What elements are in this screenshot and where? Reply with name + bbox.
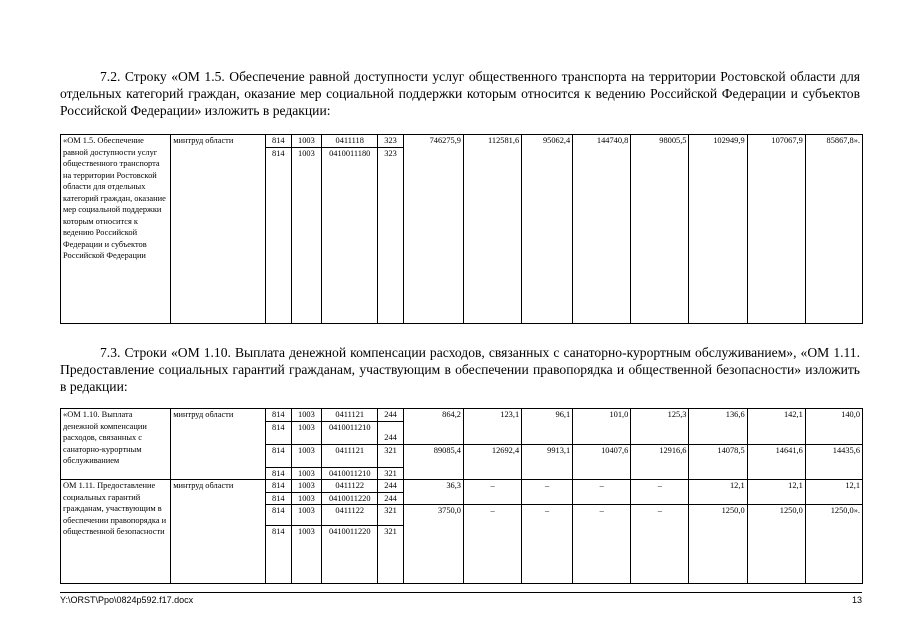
rzpr-cell: 1003	[291, 135, 322, 148]
grbs-cell: 814	[266, 444, 292, 467]
value-cell: –	[631, 505, 689, 584]
value-cell: 140,0	[805, 409, 862, 445]
value-cell: 746275,9	[403, 135, 463, 324]
value-cell: 1250,0	[689, 505, 747, 584]
rzpr-cell: 1003	[291, 467, 322, 480]
value-cell: 12,1	[689, 480, 747, 505]
executor-cell: минтруд области	[171, 409, 266, 480]
vr-cell: 244	[378, 421, 404, 444]
vr-cell: 323	[378, 135, 404, 148]
table-om-1-5	[60, 134, 863, 324]
grbs-cell: 814	[266, 505, 292, 526]
value-cell: 12,1	[805, 480, 862, 505]
rzpr-cell: 1003	[291, 480, 322, 493]
value-cell: 14641,6	[747, 444, 805, 480]
vr-cell: 321	[378, 505, 404, 526]
vr-cell: 321	[378, 467, 404, 480]
value-cell: 14078,5	[689, 444, 747, 480]
value-cell: 125,3	[631, 409, 689, 445]
value-cell: –	[631, 480, 689, 505]
table-row	[61, 480, 863, 493]
csr-cell: 0411122	[322, 505, 378, 526]
value-cell: –	[463, 480, 521, 505]
value-cell: 12692,4	[463, 444, 521, 480]
paragraph-7-2-text: 7.2. Строку «ОМ 1.5. Обеспечение равной доступности услуг общественного транспорта на территории Ростовской области для отдельных категорий граждан, оказание мер социальной поддержки которым относится к ведению Российской Федерации и субъектов Российской Федерации» изложить в редакции:	[60, 69, 860, 118]
value-cell: –	[463, 505, 521, 584]
grbs-cell: 814	[266, 480, 292, 493]
name-cell: «ОМ 1.5. Обеспечение равной доступности услуг общественного транспорта на территории Ростовской области для отдельных категорий граждан, оказание мер социальной поддержки которым относится к ведению Российской Федерации и субъектов Российской Федерации	[61, 135, 171, 324]
value-cell: 12916,6	[631, 444, 689, 480]
value-cell: 89085,4	[403, 444, 463, 480]
value-cell: –	[573, 505, 631, 584]
value-cell: –	[522, 480, 573, 505]
value-cell: –	[522, 505, 573, 584]
rzpr-cell: 1003	[291, 421, 322, 444]
grbs-cell: 814	[266, 135, 292, 148]
rzpr-cell: 1003	[291, 444, 322, 467]
paragraph-7-3	[60, 344, 860, 395]
grbs-cell: 814	[266, 492, 292, 505]
vr-cell: 321	[378, 444, 404, 467]
rzpr-cell: 1003	[291, 526, 322, 584]
value-cell: 112581,6	[463, 135, 521, 324]
value-cell: 136,6	[689, 409, 747, 445]
value-cell: 102949,9	[689, 135, 747, 324]
value-cell: 96,1	[522, 409, 573, 445]
value-cell: 107067,9	[747, 135, 805, 324]
csr-cell: 0410011210	[322, 421, 378, 444]
table-om-1-10-1-11	[60, 408, 863, 584]
paragraph-7-3-text: 7.3. Строки «ОМ 1.10. Выплата денежной компенсации расходов, связанных с санаторно-курортным обслуживанием», «ОМ 1.11. Предоставление социальных гарантий гражданам, участвующим в обеспечении правопорядка и общественной безопасности» изложить в редакции:	[60, 345, 860, 394]
value-cell: 85867,8».	[805, 135, 862, 324]
grbs-cell: 814	[266, 467, 292, 480]
value-cell: 864,2	[403, 409, 463, 445]
executor-cell: минтруд области	[171, 135, 266, 324]
table-row	[61, 135, 863, 148]
name-cell: «ОМ 1.10. Выплата денежной компенсации расходов, связанных с санаторно-курортным обслуживанием	[61, 409, 171, 480]
page-footer	[60, 592, 862, 605]
grbs-cell: 814	[266, 409, 292, 422]
executor-cell: минтруд области	[171, 480, 266, 584]
value-cell: –	[573, 480, 631, 505]
csr-cell: 0411121	[322, 444, 378, 467]
vr-cell: 244	[378, 409, 404, 422]
value-cell: 14435,6	[805, 444, 862, 480]
value-cell: 10407,6	[573, 444, 631, 480]
csr-cell: 0411121	[322, 409, 378, 422]
value-cell: 98005,5	[631, 135, 689, 324]
value-cell: 1250,0».	[805, 505, 862, 584]
grbs-cell: 814	[266, 421, 292, 444]
name-cell: ОМ 1.11. Предоставление социальных гарантий гражданам, участвующим в обеспечении правопорядка и общественной безопасности	[61, 480, 171, 584]
csr-cell: 0411122	[322, 480, 378, 493]
value-cell: 1250,0	[747, 505, 805, 584]
rzpr-cell: 1003	[291, 492, 322, 505]
vr-cell: 244	[378, 480, 404, 493]
csr-cell: 0410011220	[322, 526, 378, 584]
csr-cell: 0410011220	[322, 492, 378, 505]
value-cell: 101,0	[573, 409, 631, 445]
vr-cell: 323	[378, 147, 404, 324]
paragraph-7-2	[60, 68, 860, 119]
value-cell: 12,1	[747, 480, 805, 505]
csr-cell: 0410011210	[322, 467, 378, 480]
table-row	[61, 409, 863, 422]
value-cell: 36,3	[403, 480, 463, 505]
rzpr-cell: 1003	[291, 409, 322, 422]
value-cell: 142,1	[747, 409, 805, 445]
value-cell: 123,1	[463, 409, 521, 445]
value-cell: 144740,8	[573, 135, 631, 324]
value-cell: 95062,4	[522, 135, 573, 324]
grbs-cell: 814	[266, 526, 292, 584]
vr-cell: 244	[378, 492, 404, 505]
value-cell: 3750,0	[403, 505, 463, 584]
file-path: Y:\ORST\Ppo\0824p592.f17.docx	[60, 595, 194, 605]
value-cell: 9913,1	[522, 444, 573, 480]
vr-cell: 321	[378, 526, 404, 584]
csr-cell: 0410011180	[322, 147, 378, 324]
page-number: 13	[851, 595, 862, 605]
rzpr-cell: 1003	[291, 147, 322, 324]
rzpr-cell: 1003	[291, 505, 322, 526]
grbs-cell: 814	[266, 147, 292, 324]
csr-cell: 0411118	[322, 135, 378, 148]
